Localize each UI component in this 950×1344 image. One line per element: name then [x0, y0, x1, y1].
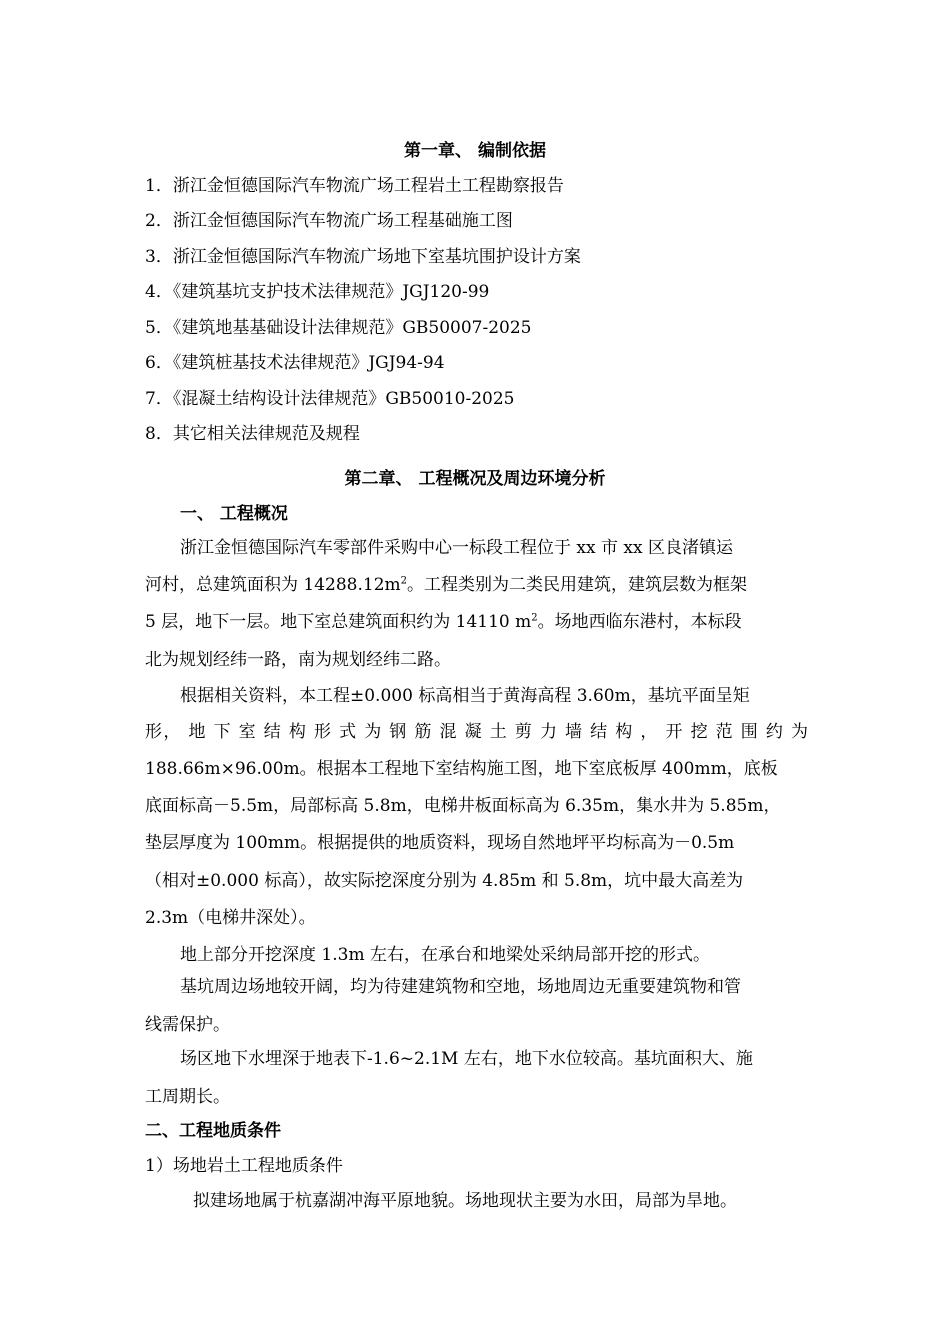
reference-item: 6．《建筑桩基技术法律规范》JGJ94-94 [145, 353, 445, 373]
reference-item: 7．《混凝土结构设计法律规范》GB50010-2025 [145, 389, 515, 409]
reference-item: 2．浙江金恒德国际汽车物流广场工程基础施工图 [145, 211, 513, 231]
paragraph-line: 工周期长。 [145, 1087, 230, 1107]
reference-item: 8．其它相关法律规范及规程 [145, 424, 360, 444]
paragraph-line: 垫层厚度为 100mm。根据提供的地质资料，现场自然地坪平均标高为－0.5m [145, 833, 735, 853]
reference-item: 5．《建筑地基基础设计法律规范》GB50007-2025 [145, 318, 532, 338]
paragraph-line: 北为规划经纬一路，南为规划经纬二路。 [145, 650, 451, 670]
paragraph-line: 形， 地 下 室 结 构 形 式 为 钢 筋 混 凝 土 剪 力 墙 结 构 ， 开 挖 范 围 约 为 [145, 722, 809, 742]
paragraph-line: （相对±0.000 标高），故实际挖深度分别为 4.85m 和 5.8m，坑中最大高差为 [145, 871, 744, 891]
section-title: 一、 工程概况 [180, 504, 288, 524]
paragraph-line: 底面标高－5.5m，局部标高 5.8m，电梯井板面标高为 6.35m，集水井为 5.85m， [145, 796, 781, 816]
section-title: 二、工程地质条件 [145, 1121, 281, 1141]
reference-item: 4．《建筑基坑支护技术法律规范》JGJ120-99 [145, 282, 490, 302]
paragraph-line: 根据相关资料，本工程±0.000 标高相当于黄海高程 3.60m，基坑平面呈矩 [180, 686, 750, 706]
reference-item: 3．浙江金恒德国际汽车物流广场地下室基坑围护设计方案 [145, 247, 581, 267]
paragraph-line: 2.3m（电梯井深处）。 [145, 908, 316, 928]
paragraph-line: 河村，总建筑面积为 $14288.12m^2$。工程类别为二类民用建筑，建筑层数为框架 [145, 575, 748, 595]
paragraph-line: 基坑周边场地较开阔，均为待建建筑物和空地，场地周边无重要建筑物和管 [180, 977, 741, 997]
paragraph-line: 拟建场地属于杭嘉湖冲海平原地貌。场地现状主要为水田，局部为旱地。 [193, 1191, 737, 1211]
reference-item: 1．浙江金恒德国际汽车物流广场工程岩土工程勘察报告 [145, 176, 564, 196]
paragraph-line: 188.66m×96.00m。根据本工程地下室结构施工图，地下室底板厚 400mm，底板 [145, 759, 778, 779]
chapter-1-title: 第一章、 编制依据 [404, 141, 546, 161]
paragraph-line: 5 层，地下一层。地下室总建筑面积约为 14110 $m^2$。场地西临东港村，本标段 [145, 612, 742, 632]
chapter-2-title: 第二章、 工程概况及周边环境分析 [344, 469, 606, 489]
paragraph-line: 浙江金恒德国际汽车零部件采购中心一标段工程位于 xx 市 xx 区良渚镇运 [180, 538, 733, 558]
paragraph-line: 场区地下水埋深于地表下-1.6~2.1M 左右，地下水位较高。基坑面积大、施 [180, 1049, 753, 1069]
paragraph-line: 线需保护。 [145, 1015, 230, 1035]
subsection-title: 1）场地岩土工程地质条件 [145, 1156, 343, 1176]
paragraph-line: 地上部分开挖深度 1.3m 左右，在承台和地梁处采纳局部开挖的形式。 [180, 945, 710, 965]
